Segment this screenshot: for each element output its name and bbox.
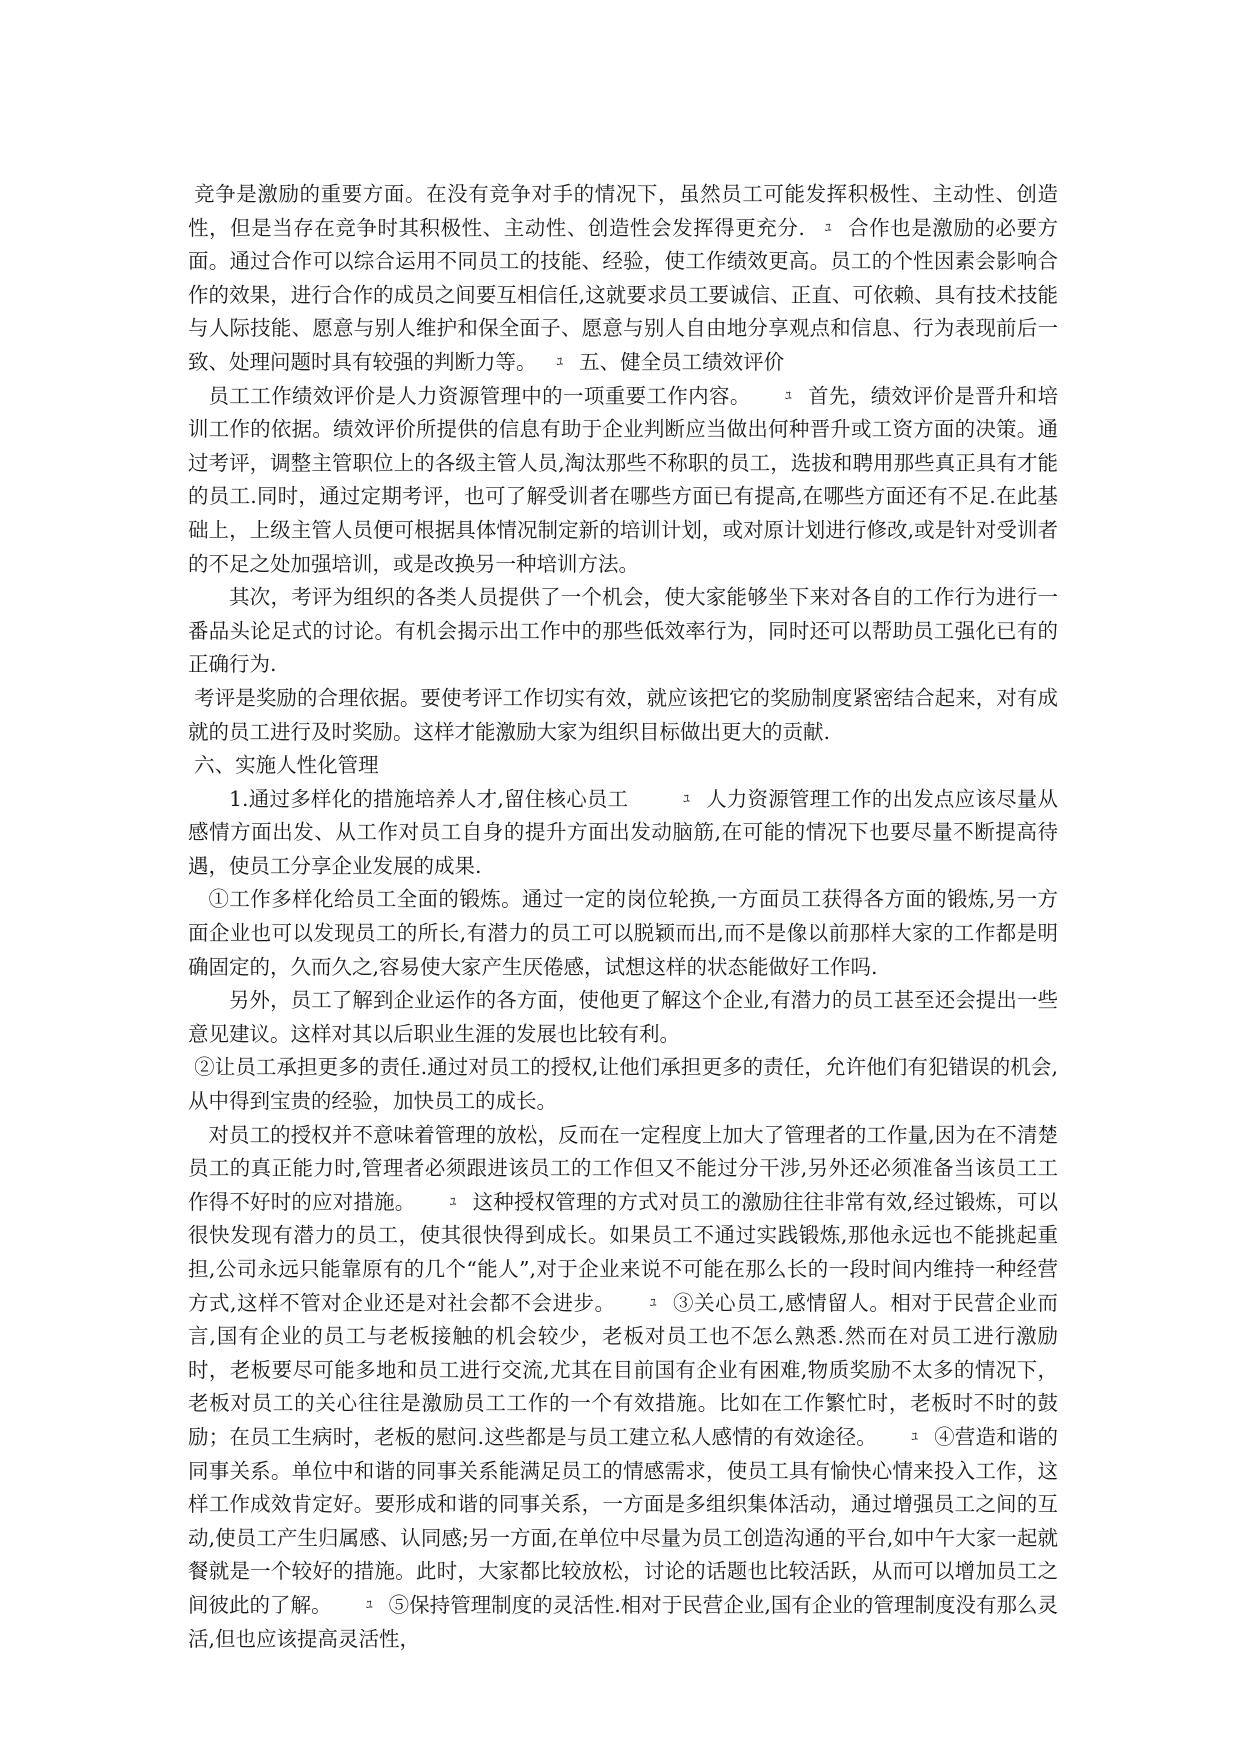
- paragraph-text: 竞争是激励的重要方面。在没有竞争对手的情况下，虽然员工可能发挥积极性、主动性、创造性，但是当存在竞争时其积极性、主动性、创造性会发挥得更充分.: [188, 182, 1058, 240]
- paragraph: [188, 883, 1058, 984]
- paragraph-text: ⑤保持管理制度的灵活性.相对于民营企业,国有企业的管理制度没有那么灵活,但也应该提高灵活性，: [188, 1592, 1059, 1651]
- paragraph: [188, 783, 1058, 884]
- subsection-heading: 1.通过多样化的措施培养人才,留住核心员工: [229, 786, 629, 811]
- paragraph: [188, 984, 1058, 1051]
- section-heading: 六、实施人性化管理: [194, 753, 379, 778]
- paragraph-text: 考评是奖励的合理依据。要使考评工作切实有效，就应该把它的奖励制度紧密结合起来，对有成就的员工进行及时奖励。这样才能激励大家为组织目标做出更大的贡献.: [188, 685, 1058, 744]
- paragraph-text: 人力资源管理工作的出发点应该尽量从感情方面出发、从工作对员工自身的提升方面出发动脑筋,在可能的情况下也要尽量不断提高待遇，使员工分享企业发展的成果.: [188, 786, 1058, 878]
- paragraph-mark-icon: ﾕ: [825, 220, 832, 236]
- paragraph: [188, 380, 1058, 582]
- paragraph-text: 对员工的授权并不意味着管理的放松，反而在一定程度上加大了管理者的工作量,因为在不清楚员工的真正能力时,管理者必须跟进该员工的工作但又不能过分干涉,另外还必须准备当该员工工作得不好时的应对措施。: [188, 1122, 1058, 1214]
- paragraph-text: 员工工作绩效评价是人力资源管理中的一项重要工作内容。: [208, 383, 751, 408]
- document-body: [188, 178, 1058, 1656]
- paragraph-text: ②让员工承担更多的责任.通过对员工的授权,让他们承担更多的责任，允许他们有犯错误的机会,从中得到宝贵的经验，加快员工的成长。: [188, 1055, 1058, 1114]
- paragraph: [188, 1051, 1058, 1118]
- paragraph-text: ③关心员工,感情留人。相对于民营企业而言,国有企业的员工与老板接触的机会较少，老板对员工也不怎么熟悉.然而在对员工进行激励时，老板要尽可能多地和员工进行交流,尤其在目前国有企业有困难,物质奖励不太多的情况下，老板对员工的关心往往是激励员工工作的一个有效措施。比如在工作繁忙时，老板时不时的鼓励；在员工生病时，老板的慰问.这些都是与员工建立私人感情的有效途径。: [188, 1290, 1059, 1449]
- paragraph-mark-icon: ﾕ: [449, 1194, 457, 1210]
- paragraph-mark-icon: ﾕ: [785, 388, 792, 404]
- paragraph-text: 这种授权管理的方式对员工的激励往往非常有效,经过锻炼，可以很快发现有潜力的员工，使其很快得到成长。如果员工不通过实践锻炼,那他永远也不能挑起重担,公司永远只能靠原有的几个“能人”,对于企业来说不可能在那么长的一段时间内维持一种经营方式,这样不管对企业还是对社会都不会进步。: [188, 1189, 1059, 1315]
- paragraph: [188, 749, 1058, 783]
- paragraph-text: 其次，考评为组织的各类人员提供了一个机会，使大家能够坐下来对各自的工作行为进行一番品头论足式的讨论。有机会揭示出工作中的那些低效率行为，同时还可以帮助员工强化已有的正确行为.: [188, 585, 1058, 677]
- paragraph: [188, 1119, 1058, 1657]
- paragraph-text: ①工作多样化给员工全面的锻炼。通过一定的岗位轮换,一方面员工获得各方面的锻炼,另一方面企业也可以发现员工的所长,有潜力的员工可以脱颖而出,而不是像以前那样大家的工作都是明确固定的，久而久之,容易使大家产生厌倦感，试想这样的状态能做好工作吗.: [188, 887, 1058, 979]
- paragraph-text: 另外，员工了解到企业运作的各方面，使他更了解这个企业,有潜力的员工甚至还会提出一些意见建议。这样对其以后职业生涯的发展也比较有利。: [188, 988, 1058, 1046]
- paragraph-mark-icon: ﾕ: [683, 791, 690, 807]
- paragraph-mark-icon: ﾕ: [556, 354, 564, 370]
- paragraph-mark-icon: ﾕ: [911, 1429, 918, 1445]
- section-heading: 五、健全员工绩效评价: [579, 349, 785, 374]
- paragraph: [188, 682, 1058, 749]
- paragraph-text: 合作也是激励的必要方面。通过合作可以综合运用不同员工的技能、经验，使工作绩效更高。员工的个性因素会影响合作的效果，进行合作的成员之间要互相信任,这就要求员工要诚信、正直、可依赖、具有技术技能与人际技能、愿意与别人维护和保全面子、愿意与别人自由地分享观点和信息、行为表现前后一致、处理问题时具有较强的判断力等。: [188, 215, 1059, 374]
- paragraph-mark-icon: ﾕ: [366, 1597, 373, 1613]
- paragraph: [188, 581, 1058, 682]
- paragraph-text: 首先，绩效评价是晋升和培训工作的依据。绩效评价所提供的信息有助于企业判断应当做出何种晋升或工资方面的决策。通过考评，调整主管职位上的各级主管人员,淘汰那些不称职的员工，选拔和聘用那些真正具有才能的员工.同时，通过定期考评，也可了解受训者在哪些方面已有提高,在哪些方面还有不足.在此基础上，上级主管人员便可根据具体情况制定新的培训计划，或对原计划进行修改,或是针对受训者的不足之处加强培训，或是改换另一种培训方法。: [188, 383, 1059, 576]
- paragraph-mark-icon: ﾕ: [650, 1295, 657, 1311]
- paragraph-text: ④营造和谐的同事关系。单位中和谐的同事关系能满足员工的情感需求，使员工具有愉快心情来投入工作，这样工作成效肯定好。要形成和谐的同事关系，一方面是多组织集体活动，通过增强员工之间的互动,使员工产生归属感、认同感;另一方面,在单位中尽量为员工创造沟通的平台,如中午大家一起就餐就是一个较好的措施。此时，大家都比较放松，讨论的话题也比较活跃，从而可以增加员工之间彼此的了解。: [188, 1424, 1059, 1617]
- paragraph: [188, 178, 1058, 380]
